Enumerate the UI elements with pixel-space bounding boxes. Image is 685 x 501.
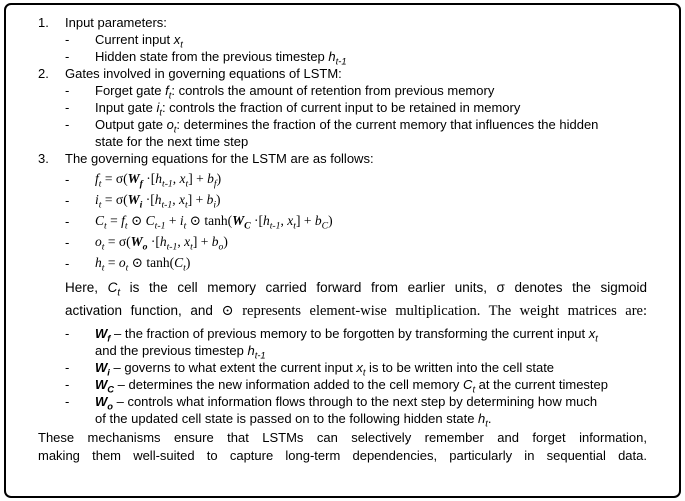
item-title: Input parameters: xyxy=(65,15,167,30)
cell-memory-explanation-paragraph xyxy=(65,276,647,323)
bullet-text: $W_i$ – governs to what extent the current input $x_t$ is to be written into the cell state xyxy=(95,360,555,378)
bullet-weight-matrix-wf xyxy=(65,325,647,359)
paragraph-sans-part: activation function, and xyxy=(65,303,222,318)
item-number: 3. xyxy=(38,151,49,166)
equation-text: $i_t = \sigma(W_i \cdot[h_{t-1}$, $x_t] + b_i$) xyxy=(95,192,221,211)
bullet-current-input xyxy=(65,31,647,48)
bullet-dash: - xyxy=(65,172,70,187)
bullet-dash: - xyxy=(65,394,70,409)
bullet-text-line: $W_f$ – the fraction of previous memory to be forgotten by transforming the current input $x_t$ xyxy=(95,326,598,344)
bullet-dash: - xyxy=(65,326,70,341)
equation-text: $C_t = f_t$ ⊙ $C_{t-1} + i_t$ ⊙ $\tanh(W_C \cdot[h_{t-1}$, $x_t] + b_C$) xyxy=(95,213,333,232)
bullet-text-line: state for the next time step xyxy=(95,134,249,149)
bullet-dash: - xyxy=(65,49,70,64)
bullet-dash: - xyxy=(65,193,70,208)
item-title: The governing equations for the LSTM are as follows: xyxy=(65,151,374,166)
equation-hidden-state xyxy=(65,255,647,272)
bullet-text xyxy=(95,393,647,427)
equation-text: $h_t = o_t$ ⊙ $\tanh(C_t)$ xyxy=(95,255,191,274)
bullet-hidden-state xyxy=(65,48,647,65)
bullet-output-gate xyxy=(65,116,647,150)
equation-text: $f_t = \sigma(W_f \cdot[h_{t-1}$, $x_t] + b_f$) xyxy=(95,171,222,190)
bullet-dash: - xyxy=(65,360,70,375)
paragraph-serif-part: ⊙ represents element-wise multiplication. The weight matrices are: xyxy=(221,303,648,319)
paragraph-line: Here, $C_t$ is the cell memory carried forward from earlier units, σ denotes the sigmoid xyxy=(65,280,647,299)
bullet-text xyxy=(95,325,647,359)
bullet-input-gate xyxy=(65,99,647,116)
bullet-text: Hidden state from the previous timestep $h_{t-1}$ xyxy=(95,49,347,67)
paragraph-line: These mechanisms ensure that LSTMs can selectively remember and forget information, xyxy=(38,430,647,445)
closing-paragraph xyxy=(38,429,647,464)
bullet-text-line: Output gate $o_t$: determines the fraction of the current memory that influences the hidden xyxy=(95,117,599,135)
bullet-dash: - xyxy=(65,256,70,271)
bullet-weight-matrix-wc xyxy=(65,376,647,393)
bullet-dash: - xyxy=(65,235,70,250)
bullet-text-line: $W_o$ – controls what information flows through to the next step by determining how much xyxy=(95,394,598,412)
bullet-text-line: and the previous timestep $h_{t-1}$ xyxy=(95,343,266,361)
list-item-governing-equations xyxy=(38,150,647,427)
equation-text: $o_t = \sigma(W_o \cdot[h_{t-1}$, $x_t] + b_o$) xyxy=(95,234,228,253)
bullet-text: $W_C$ – determines the new information added to the cell memory $C_t$ at the current timestep xyxy=(95,377,608,395)
paragraph-line xyxy=(65,299,647,323)
document-border-frame xyxy=(4,3,681,498)
bullet-dash: - xyxy=(65,100,70,115)
equation-cell-memory xyxy=(65,213,647,230)
item-number: 2. xyxy=(38,66,49,81)
bullet-dash: - xyxy=(65,117,70,132)
bullet-dash: - xyxy=(65,83,70,98)
bullet-weight-matrix-wo xyxy=(65,393,647,427)
equation-output-gate xyxy=(65,234,647,251)
bullet-text: Forget gate $f_t$: controls the amount of retention from previous memory xyxy=(95,83,495,101)
item-number: 1. xyxy=(38,15,49,30)
equation-input-gate xyxy=(65,192,647,209)
bullet-text: Input gate $i_t$: controls the fraction of current input to be retained in memory xyxy=(95,100,521,118)
bullet-forget-gate xyxy=(65,82,647,99)
bullet-dash: - xyxy=(65,32,70,47)
equation-forget-gate xyxy=(65,171,647,188)
list-item-gates xyxy=(38,65,647,150)
bullet-dash: - xyxy=(65,377,70,392)
bullet-text-line: of the updated cell state is passed on to the following hidden state $h_t$. xyxy=(95,411,492,429)
list-item-input-parameters xyxy=(38,14,647,65)
bullet-text: Current input $x_t$ xyxy=(95,32,183,50)
bullet-dash: - xyxy=(65,214,70,229)
paragraph-line: making them well-suited to capture long-term dependencies, particularly in sequential data. xyxy=(38,447,647,463)
item-title: Gates involved in governing equations of LSTM: xyxy=(65,66,342,81)
bullet-text xyxy=(95,116,647,150)
bullet-weight-matrix-wi xyxy=(65,359,647,376)
